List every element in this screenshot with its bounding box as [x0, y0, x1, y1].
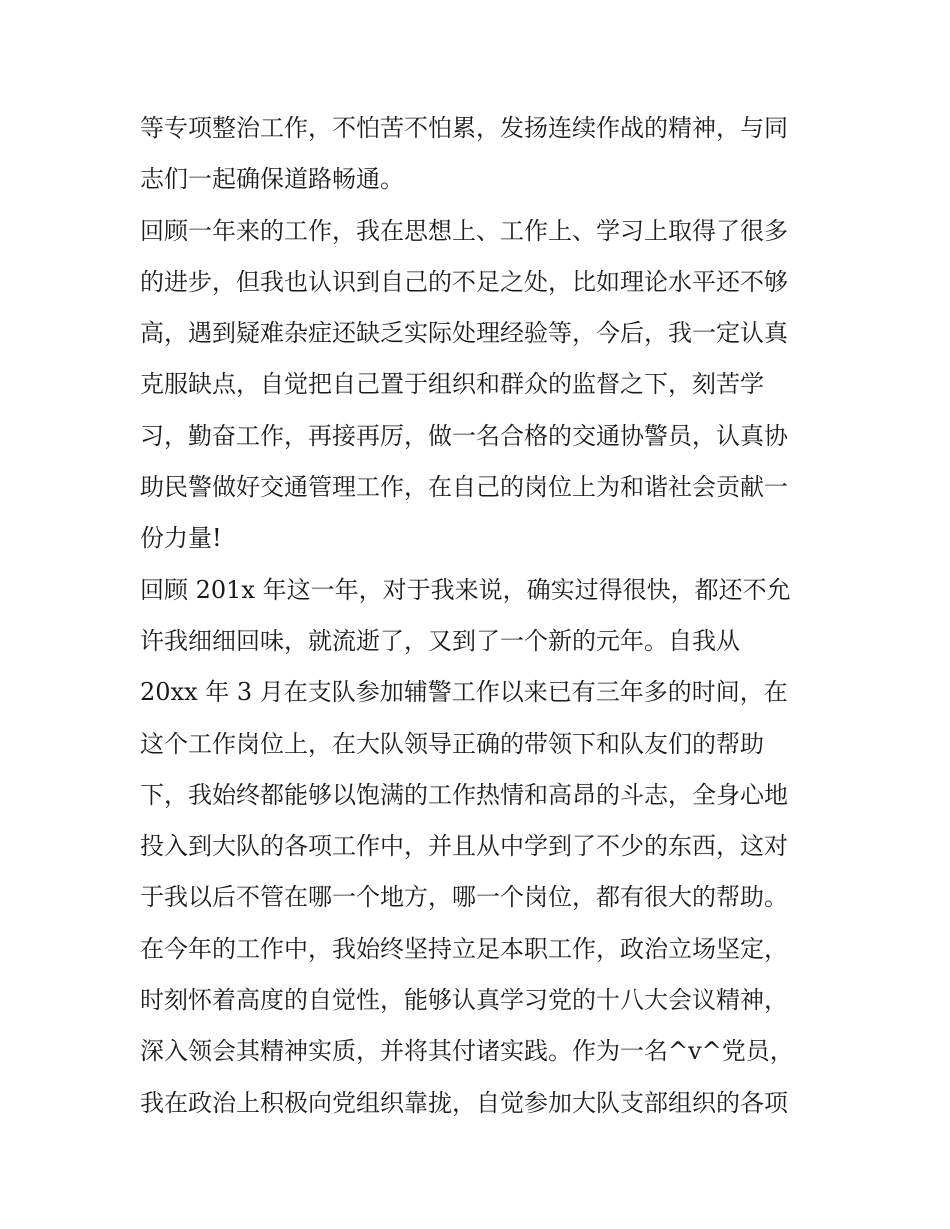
text-line: 20xx 年 3 月在支队参加辅警工作以来已有三年多的时间，在: [140, 678, 788, 707]
text-line: 高，遇到疑难杂症还缺乏实际处理经验等，今后，我一定认真: [140, 319, 788, 348]
text-line: 深入领会其精神实质，并将其付诸实践。作为一名^v^党员，: [140, 1037, 794, 1066]
text-line: 克服缺点，自觉把自己置于组织和群众的监督之下，刻苦学: [140, 370, 764, 399]
text-line: 时刻怀着高度的自觉性，能够认真学习党的十八大会议精神，: [140, 986, 788, 1015]
text-line: 习，勤奋工作，再接再厉，做一名合格的交通协警员，认真协: [140, 421, 788, 450]
text-line: 下，我始终都能够以饱满的工作热情和高昂的斗志，全身心地: [140, 780, 788, 809]
text-line: 许我细细回味，就流逝了，又到了一个新的元年。自我从: [140, 626, 740, 655]
text-line: 等专项整治工作，不怕苦不怕累，发扬连续作战的精神，与同: [140, 114, 788, 142]
text-line: 份力量!: [140, 524, 222, 553]
text-line: 在今年的工作中，我始终坚持立足本职工作，政治立场坚定，: [140, 934, 788, 963]
text-line: 回顾一年来的工作，我在思想上、工作上、学习上取得了很多: [140, 216, 788, 245]
text-line: 志们一起确保道路畅通。: [140, 165, 404, 194]
text-line: 回顾 201x 年这一年，对于我来说，确实过得很快，都还不允: [140, 575, 791, 604]
text-line: 投入到大队的各项工作中，并且从中学到了不少的东西，这对: [140, 832, 788, 861]
text-line: 这个工作岗位上，在大队领导正确的带领下和队友们的帮助: [140, 729, 764, 758]
text-line: 于我以后不管在哪一个地方，哪一个岗位，都有很大的帮助。: [140, 883, 788, 912]
text-line: 我在政治上积极向党组织靠拢，自觉参加大队支部组织的各项: [140, 1088, 788, 1117]
text-line: 的进步，但我也认识到自己的不足之处，比如理论水平还不够: [140, 267, 788, 296]
text-line: 助民警做好交通管理工作，在自己的岗位上为和谐社会贡献一: [140, 473, 788, 502]
document-body: [140, 103, 820, 1129]
